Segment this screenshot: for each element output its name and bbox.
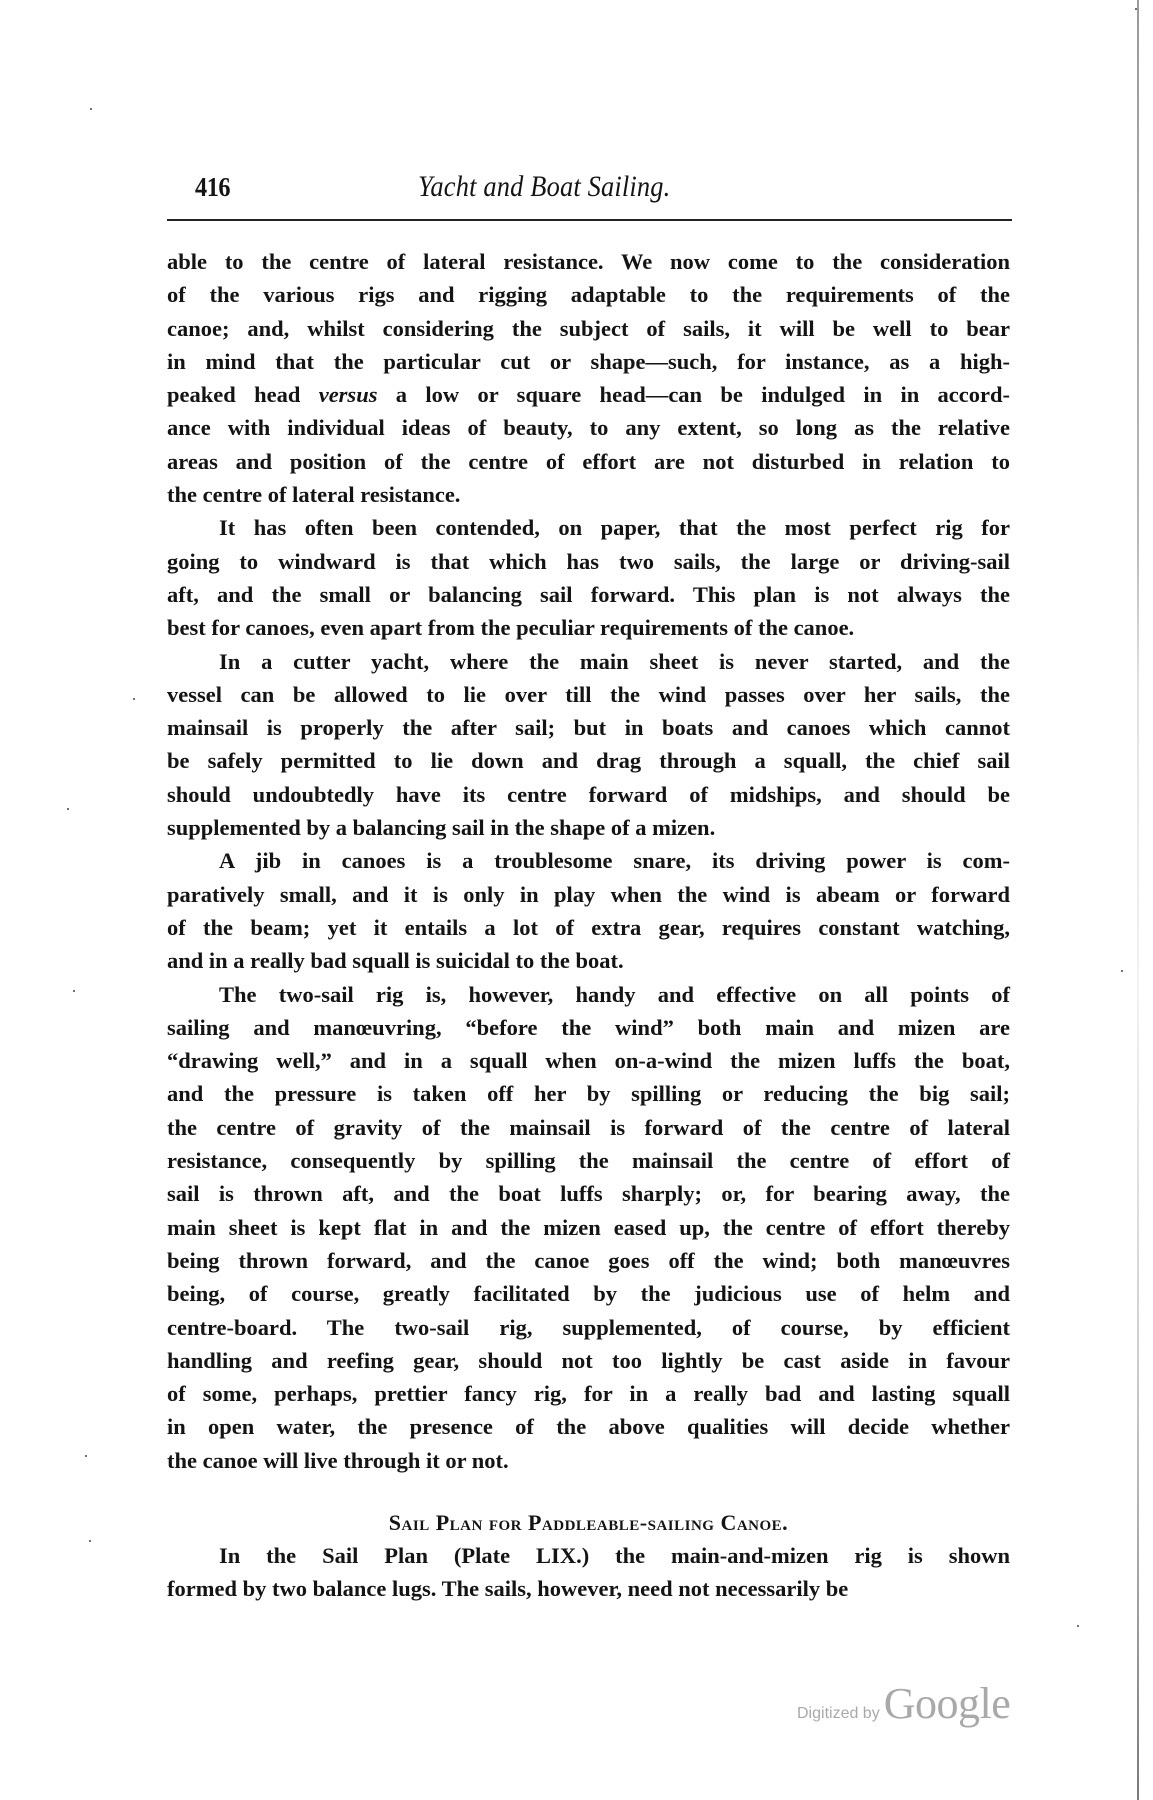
text-line: of the beam; yet it entails a lot of extra gear, requires constant watching, (167, 914, 1010, 940)
text-line: sailing and manœuvring, “before the wind” both main and mizen are (167, 1014, 1010, 1040)
text-line: canoe; and, whilst considering the subject of sails, it will be well to bear (167, 315, 1010, 341)
text-line: handling and reefing gear, should not too lightly be cast aside in favour (167, 1347, 1010, 1373)
section-paragraph-container (167, 1539, 1010, 1606)
section-heading: Sail Plan for Paddleable-sailing Canoe. (388, 1510, 789, 1535)
text-line: centre-board. The two-sail rig, supplemented, of course, by efficient (167, 1314, 1010, 1340)
text-line: In the Sail Plan (Plate LIX.) the main-and-mizen rig is shown (219, 1543, 1010, 1568)
text-line: aft, and the small or balancing sail forward. This plan is not always the (167, 581, 1010, 607)
text-line: vessel can be allowed to lie over till the wind passes over her sails, the (167, 681, 1010, 707)
text-line: able to the centre of lateral resistance. We now come to the consideration (167, 249, 1010, 274)
text-line: A jib in canoes is a troublesome snare, its driving power is com- (219, 848, 1010, 874)
text-line: “drawing well,” and in a squall when on-a-wind the mizen luffs the boat, (167, 1048, 1010, 1074)
text-line: mainsail is properly the after sail; but in boats and canoes which cannot (167, 715, 1010, 741)
text-line: going to windward is that which has two sails, the large or driving-sail (167, 548, 1010, 574)
text-line: and in a really bad squall is suicidal to the boat. (167, 948, 624, 974)
watermark-prefix: Digitized by (797, 1705, 880, 1722)
page-number: 416 (195, 172, 231, 202)
text-line: being thrown forward, and the canoe goes off the wind; both manœuvres (167, 1247, 1010, 1273)
text-line: sail is thrown aft, and the boat luffs sharply; or, for bearing away, the (167, 1181, 1010, 1207)
scan-speck (67, 808, 69, 810)
text-line: formed by two balance lugs. The sails, however, need not necessarily be (167, 1576, 849, 1602)
text-line: of some, perhaps, prettier fancy rig, for in a really bad and lasting squall (167, 1381, 1010, 1407)
paragraph (167, 1539, 1010, 1606)
scanned-page-edge (1137, 0, 1139, 1800)
body-text (167, 245, 1010, 1477)
text-line: be safely permitted to lie down and drag through a squall, the chief sail (167, 748, 1010, 774)
paragraph (167, 844, 1010, 977)
paragraph (167, 645, 1010, 845)
text-line: in mind that the particular cut or shape—such, for instance, as a high- (167, 348, 1010, 374)
text-line: main sheet is kept flat in and the mizen eased up, the centre of effort thereby (167, 1214, 1010, 1240)
scan-speck (133, 698, 135, 700)
scan-speck (89, 1540, 91, 1542)
text-line: being, of course, greatly facilitated by the judicious use of helm and (167, 1281, 1010, 1307)
text-line: ance with individual ideas of beauty, to any extent, so long as the relative (167, 415, 1010, 441)
scan-speck (1135, 8, 1137, 10)
text-line: peaked head versus a low or square head—can be indulged in in accord- (167, 382, 1011, 408)
text-line: and the pressure is taken off her by spilling or reducing the big sail; (167, 1081, 1010, 1107)
text-line: It has often been contended, on paper, that the most perfect rig for (219, 515, 1010, 541)
scan-speck (1121, 970, 1123, 972)
text-line: best for canoes, even apart from the peculiar requirements of the canoe. (167, 615, 855, 641)
paragraph (167, 245, 1010, 511)
text-line: the centre of gravity of the mainsail is forward of the centre of lateral (167, 1114, 1010, 1140)
google-logo-text: Google (883, 1679, 1011, 1728)
text-line: areas and position of the centre of effort are not disturbed in relation to (167, 448, 1010, 474)
text-line: supplemented by a balancing sail in the shape of a mizen. (167, 815, 716, 841)
text-line: The two-sail rig is, however, handy and effective on all points of (219, 981, 1010, 1007)
digitized-by-google-watermark (797, 1678, 1010, 1728)
scan-speck (1077, 1625, 1079, 1627)
text-line: in open water, the presence of the above qualities will decide whether (167, 1414, 1010, 1440)
header-rule (167, 219, 1012, 221)
scan-speck (73, 990, 75, 992)
text-line: paratively small, and it is only in play when the wind is abeam or forward (167, 881, 1010, 907)
scan-speck (90, 108, 92, 110)
running-title: Yacht and Boat Sailing. (418, 170, 671, 203)
text-line: of the various rigs and rigging adaptable to the requirements of the (167, 282, 1010, 308)
running-header (167, 172, 1010, 202)
paragraph (167, 978, 1010, 1477)
text-line: resistance, consequently by spilling the mainsail the centre of effort of (167, 1148, 1010, 1174)
text-line: should undoubtedly have its centre forward of midships, and should be (167, 781, 1010, 807)
paragraph (167, 511, 1010, 644)
scan-speck (85, 1455, 87, 1457)
text-line: the centre of lateral resistance. (167, 482, 461, 508)
text-line: the canoe will live through it or not. (167, 1447, 509, 1473)
text-line: In a cutter yacht, where the main sheet is never started, and the (219, 648, 1010, 674)
